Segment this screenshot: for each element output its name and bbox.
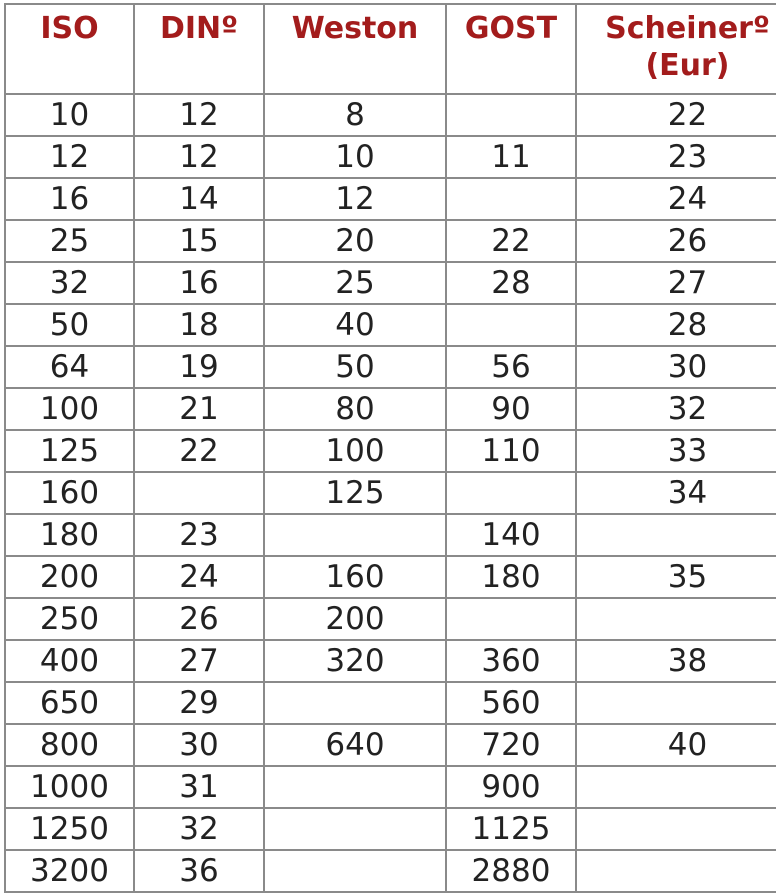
din-value: 31 — [179, 769, 219, 805]
cell-iso — [5, 640, 134, 682]
din-value: 26 — [179, 601, 219, 637]
cell-gost — [446, 304, 576, 346]
iso-value: 250 — [39, 601, 100, 637]
cell-weston — [264, 850, 446, 892]
iso-value: 16 — [49, 181, 90, 217]
weston-value: 25 — [335, 265, 375, 301]
scheiner-value: 33 — [667, 433, 708, 469]
cell-din — [134, 598, 264, 640]
cell-gost — [446, 556, 576, 598]
weston-value: 640 — [325, 727, 385, 763]
cell-scheiner — [576, 346, 776, 388]
cell-weston — [264, 430, 446, 472]
din-value: 21 — [179, 391, 219, 427]
cell-din — [134, 682, 264, 724]
cell-gost — [446, 262, 576, 304]
cell-iso — [5, 178, 134, 220]
cell-gost — [446, 682, 576, 724]
table-row — [5, 136, 776, 178]
table-body — [5, 94, 776, 892]
iso-value: 800 — [39, 727, 100, 763]
din-value: 30 — [179, 727, 219, 763]
gost-value: 360 — [481, 643, 541, 679]
scheiner-value: 28 — [667, 307, 708, 343]
cell-scheiner — [576, 556, 776, 598]
gost-value: 56 — [491, 349, 531, 385]
cell-din — [134, 304, 264, 346]
din-value: 22 — [179, 433, 219, 469]
cell-scheiner — [576, 850, 776, 892]
iso-value: 200 — [39, 559, 100, 595]
cell-weston — [264, 304, 446, 346]
cell-weston — [264, 472, 446, 514]
cell-iso — [5, 682, 134, 724]
cell-scheiner — [576, 220, 776, 262]
din-value: 27 — [179, 643, 219, 679]
iso-value: 400 — [39, 643, 100, 679]
cell-din — [134, 178, 264, 220]
iso-value: 1250 — [30, 811, 109, 847]
cell-gost — [446, 598, 576, 640]
cell-gost — [446, 220, 576, 262]
table-row — [5, 598, 776, 640]
weston-value: 8 — [345, 97, 365, 133]
weston-value: 20 — [335, 223, 375, 259]
din-value: 23 — [179, 517, 219, 553]
scheiner-value: 27 — [667, 265, 708, 301]
cell-weston — [264, 346, 446, 388]
cell-gost — [446, 472, 576, 514]
iso-value: 180 — [39, 517, 100, 553]
cell-weston — [264, 640, 446, 682]
table-row — [5, 346, 776, 388]
cell-gost — [446, 136, 576, 178]
table-row — [5, 430, 776, 472]
cell-scheiner — [576, 682, 776, 724]
din-value: 32 — [179, 811, 219, 847]
table-row — [5, 724, 776, 766]
cell-din — [134, 220, 264, 262]
weston-value: 10 — [335, 139, 375, 175]
cell-gost — [446, 94, 576, 136]
cell-iso — [5, 388, 134, 430]
cell-din — [134, 346, 264, 388]
cell-scheiner — [576, 640, 776, 682]
cell-scheiner — [576, 136, 776, 178]
table-row — [5, 514, 776, 556]
cell-iso — [5, 808, 134, 850]
gost-value: 1125 — [471, 811, 551, 847]
cell-gost — [446, 346, 576, 388]
cell-scheiner — [576, 514, 776, 556]
cell-gost — [446, 640, 576, 682]
cell-din — [134, 262, 264, 304]
film-speed-conversion-table — [4, 3, 776, 893]
gost-value: 560 — [481, 685, 541, 721]
cell-weston — [264, 514, 446, 556]
cell-scheiner — [576, 388, 776, 430]
cell-scheiner — [576, 304, 776, 346]
din-value: 36 — [179, 853, 219, 889]
cell-din — [134, 724, 264, 766]
cell-weston — [264, 262, 446, 304]
cell-scheiner — [576, 430, 776, 472]
cell-din — [134, 514, 264, 556]
weston-value: 200 — [325, 601, 385, 637]
cell-scheiner — [576, 808, 776, 850]
cell-din — [134, 850, 264, 892]
cell-iso — [5, 472, 134, 514]
cell-iso — [5, 220, 134, 262]
weston-value: 50 — [335, 349, 375, 385]
gost-value: 22 — [491, 223, 531, 259]
iso-value: 3200 — [30, 853, 109, 889]
cell-din — [134, 472, 264, 514]
cell-iso — [5, 346, 134, 388]
cell-din — [134, 388, 264, 430]
scheiner-value: 35 — [667, 559, 708, 595]
iso-value: 25 — [49, 223, 90, 259]
gost-value: 140 — [481, 517, 541, 553]
cell-iso — [5, 262, 134, 304]
cell-din — [134, 556, 264, 598]
cell-gost — [446, 850, 576, 892]
iso-value: 10 — [49, 97, 90, 133]
cell-iso — [5, 430, 134, 472]
cell-weston — [264, 136, 446, 178]
gost-value: 2880 — [471, 853, 551, 889]
cell-weston — [264, 94, 446, 136]
iso-value: 64 — [49, 349, 90, 385]
cell-gost — [446, 430, 576, 472]
cell-scheiner — [576, 598, 776, 640]
gost-value: 110 — [481, 433, 541, 469]
scheiner-value: 24 — [667, 181, 708, 217]
cell-weston — [264, 682, 446, 724]
table-row — [5, 766, 776, 808]
table-row — [5, 808, 776, 850]
scheiner-value: 23 — [667, 139, 708, 175]
table-row — [5, 682, 776, 724]
cell-din — [134, 136, 264, 178]
gost-value: 720 — [481, 727, 541, 763]
din-value: 12 — [179, 139, 219, 175]
header-din: DINº — [134, 4, 264, 94]
header-weston: Weston — [264, 4, 446, 94]
din-value: 18 — [179, 307, 219, 343]
scheiner-value: 30 — [667, 349, 708, 385]
cell-iso — [5, 850, 134, 892]
scheiner-value: 26 — [667, 223, 708, 259]
table-row — [5, 178, 776, 220]
din-value: 16 — [179, 265, 219, 301]
weston-value: 160 — [325, 559, 385, 595]
cell-gost — [446, 766, 576, 808]
iso-value: 650 — [39, 685, 100, 721]
din-value: 15 — [179, 223, 219, 259]
iso-value: 12 — [49, 139, 90, 175]
header-gost: GOST — [446, 4, 576, 94]
cell-iso — [5, 94, 134, 136]
table-row — [5, 850, 776, 892]
gost-value: 180 — [481, 559, 541, 595]
cell-din — [134, 640, 264, 682]
cell-weston — [264, 220, 446, 262]
gost-value: 28 — [491, 265, 531, 301]
gost-value: 11 — [491, 139, 531, 175]
scheiner-value: 40 — [667, 727, 708, 763]
din-value: 19 — [179, 349, 219, 385]
din-value: 29 — [179, 685, 219, 721]
cell-scheiner — [576, 262, 776, 304]
table-row — [5, 556, 776, 598]
cell-scheiner — [576, 94, 776, 136]
cell-iso — [5, 514, 134, 556]
header-iso: ISO — [5, 4, 134, 94]
cell-scheiner — [576, 766, 776, 808]
din-value: 12 — [179, 97, 219, 133]
cell-gost — [446, 514, 576, 556]
din-value: 24 — [179, 559, 219, 595]
cell-din — [134, 430, 264, 472]
cell-din — [134, 808, 264, 850]
iso-value: 50 — [49, 307, 90, 343]
iso-value: 1000 — [30, 769, 109, 805]
cell-scheiner — [576, 178, 776, 220]
table-row — [5, 304, 776, 346]
cell-scheiner — [576, 724, 776, 766]
table-row — [5, 220, 776, 262]
cell-iso — [5, 556, 134, 598]
din-value: 14 — [179, 181, 219, 217]
cell-iso — [5, 598, 134, 640]
weston-value: 12 — [335, 181, 375, 217]
scheiner-value: 22 — [667, 97, 708, 133]
weston-value: 100 — [325, 433, 385, 469]
cell-gost — [446, 808, 576, 850]
cell-scheiner — [576, 472, 776, 514]
cell-din — [134, 766, 264, 808]
iso-value: 160 — [39, 475, 100, 511]
table-row — [5, 262, 776, 304]
weston-value: 80 — [335, 391, 375, 427]
scheiner-value: 34 — [667, 475, 708, 511]
cell-iso — [5, 304, 134, 346]
cell-gost — [446, 388, 576, 430]
gost-value: 90 — [491, 391, 531, 427]
header-scheiner: Scheinerº (Eur) — [576, 4, 776, 94]
cell-iso — [5, 724, 134, 766]
cell-gost — [446, 724, 576, 766]
iso-value: 100 — [39, 391, 100, 427]
cell-weston — [264, 388, 446, 430]
cell-weston — [264, 808, 446, 850]
iso-value: 125 — [39, 433, 100, 469]
table-row — [5, 472, 776, 514]
cell-weston — [264, 766, 446, 808]
cell-iso — [5, 766, 134, 808]
weston-value: 320 — [325, 643, 385, 679]
table-row — [5, 94, 776, 136]
weston-value: 40 — [335, 307, 375, 343]
table-row — [5, 388, 776, 430]
scheiner-value: 38 — [667, 643, 708, 679]
iso-value: 32 — [49, 265, 90, 301]
header-row — [5, 4, 776, 94]
table-row — [5, 640, 776, 682]
weston-value: 125 — [325, 475, 385, 511]
cell-iso — [5, 136, 134, 178]
cell-gost — [446, 178, 576, 220]
cell-weston — [264, 556, 446, 598]
cell-din — [134, 94, 264, 136]
cell-weston — [264, 178, 446, 220]
scheiner-value: 32 — [667, 391, 708, 427]
cell-weston — [264, 724, 446, 766]
cell-weston — [264, 598, 446, 640]
gost-value: 900 — [481, 769, 541, 805]
